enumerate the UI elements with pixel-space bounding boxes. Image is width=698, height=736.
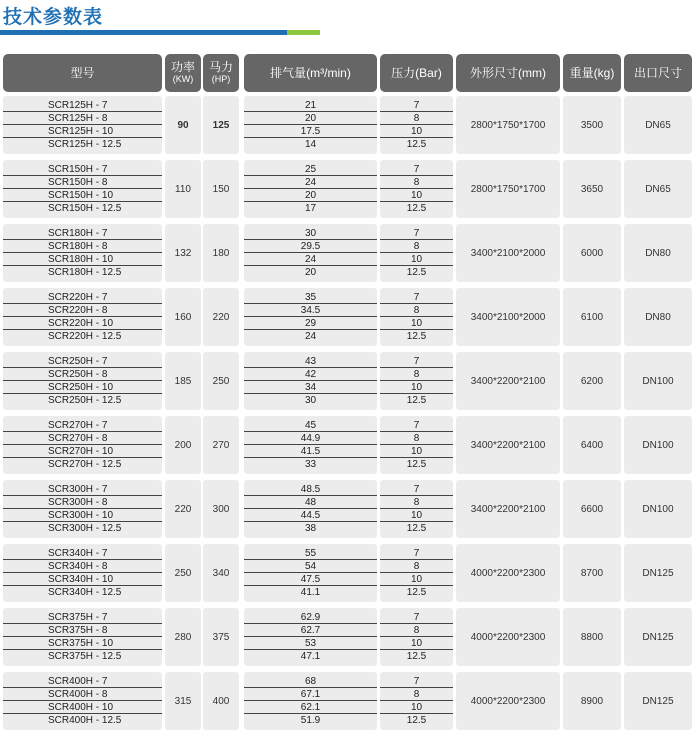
air-delivery-value: 35 [244,291,377,304]
power-cell [165,480,201,538]
dimensions-cell [456,96,560,154]
weight-value: 8700 [580,567,604,579]
model-name: SCR180H - 8 [3,240,162,253]
weight-value: 6200 [580,375,604,387]
horsepower-cell [203,288,239,346]
power-kw: 185 [174,375,192,387]
model-name: SCR150H - 12.5 [48,203,122,214]
pressure-value: 8 [380,432,453,445]
model-name: SCR250H - 8 [3,368,162,381]
air-delivery-cell [244,672,377,730]
horsepower-hp: 270 [212,439,230,451]
pressure-cell [380,96,453,154]
outlet-value: DN65 [645,183,671,195]
outlet-cell [624,544,692,602]
power-cell [165,160,201,218]
model-name: SCR340H - 8 [3,560,162,573]
model-cell [3,96,162,154]
model-name: SCR250H - 7 [3,355,162,368]
air-delivery-value: 34 [244,381,377,394]
model-cell [3,288,162,346]
dimensions-cell [456,544,560,602]
model-name: SCR375H - 7 [3,611,162,624]
pressure-value: 8 [380,112,453,125]
pressure-value: 8 [380,304,453,317]
air-delivery-value: 62.1 [244,701,377,714]
pressure-value: 10 [380,189,453,202]
model-name: SCR180H - 7 [3,227,162,240]
pressure-value: 12.5 [406,523,427,534]
power-cell [165,672,201,730]
air-delivery-value: 42 [244,368,377,381]
air-delivery-value: 20 [244,189,377,202]
pressure-value: 8 [380,240,453,253]
air-delivery-value: 48.5 [244,483,377,496]
horsepower-cell [203,352,239,410]
outlet-value: DN80 [645,311,671,323]
header-power: 功率 (KW) [165,54,201,92]
dimensions-value: 4000*2200*2300 [470,695,546,707]
horsepower-hp: 300 [212,503,230,515]
model-name: SCR340H - 7 [3,547,162,560]
pressure-value: 7 [380,547,453,560]
model-name: SCR250H - 10 [3,381,162,394]
model-cell [3,352,162,410]
air-delivery-cell [244,480,377,538]
weight-value: 6100 [580,311,604,323]
air-delivery-cell [244,352,377,410]
air-delivery-value: 53 [244,637,377,650]
dimensions-value: 3400*2200*2100 [470,439,546,451]
model-name: SCR125H - 12.5 [48,139,122,150]
weight-value: 8800 [580,631,604,643]
horsepower-cell [203,416,239,474]
pressure-value: 10 [380,573,453,586]
pressure-value: 12.5 [406,139,427,150]
dimensions-cell [456,416,560,474]
power-kw: 250 [174,567,192,579]
pressure-value: 8 [380,176,453,189]
pressure-value: 10 [380,701,453,714]
model-name: SCR400H - 8 [3,688,162,701]
air-delivery-value: 48 [244,496,377,509]
air-delivery-value: 44.5 [244,509,377,522]
pressure-value: 8 [380,496,453,509]
weight-cell [563,480,621,538]
model-name: SCR300H - 12.5 [48,523,122,534]
outlet-cell [624,160,692,218]
power-kw: 90 [177,119,189,131]
air-delivery-value: 62.9 [244,611,377,624]
air-delivery-value: 45 [244,419,377,432]
pressure-value: 7 [380,419,453,432]
air-delivery-value: 20 [304,267,317,278]
weight-value: 8900 [580,695,604,707]
power-cell [165,352,201,410]
weight-cell [563,224,621,282]
pressure-value: 12.5 [406,459,427,470]
pressure-value: 7 [380,163,453,176]
pressure-cell [380,416,453,474]
model-name: SCR180H - 12.5 [48,267,122,278]
outlet-cell [624,96,692,154]
power-kw: 280 [174,631,192,643]
model-cell [3,224,162,282]
model-cell [3,608,162,666]
horsepower-hp: 180 [212,247,230,259]
horsepower-hp: 220 [212,311,230,323]
air-delivery-cell [244,416,377,474]
air-delivery-value: 47.1 [300,651,321,662]
air-delivery-value: 17 [304,203,317,214]
air-delivery-value: 21 [244,99,377,112]
power-kw: 220 [174,503,192,515]
header-pressure: 压力(Bar) [380,54,453,92]
horsepower-cell [203,96,239,154]
horsepower-cell [203,480,239,538]
horsepower-hp: 400 [212,695,230,707]
model-name: SCR340H - 12.5 [48,587,122,598]
air-delivery-value: 38 [304,523,317,534]
model-name: SCR250H - 12.5 [48,395,122,406]
air-delivery-value: 29 [244,317,377,330]
outlet-value: DN65 [645,119,671,131]
air-delivery-value: 29.5 [244,240,377,253]
pressure-value: 8 [380,624,453,637]
dimensions-value: 4000*2200*2300 [470,631,546,643]
pressure-value: 7 [380,355,453,368]
dimensions-cell [456,480,560,538]
power-kw: 315 [174,695,192,707]
weight-value: 6600 [580,503,604,515]
pressure-value: 8 [380,560,453,573]
pressure-value: 10 [380,445,453,458]
dimensions-value: 4000*2200*2300 [470,567,546,579]
model-name: SCR300H - 10 [3,509,162,522]
header-weight: 重量(kg) [563,54,621,92]
model-cell [3,160,162,218]
outlet-value: DN100 [642,503,674,515]
pressure-value: 12.5 [406,203,427,214]
header-horsepower: 马力 (HP) [203,54,239,92]
power-kw: 110 [175,183,191,195]
power-cell [165,544,201,602]
pressure-cell [380,352,453,410]
air-delivery-value: 55 [244,547,377,560]
pressure-value: 7 [380,675,453,688]
header-dimensions: 外形尺寸(mm) [456,54,560,92]
pressure-value: 12.5 [406,715,427,726]
model-name: SCR270H - 12.5 [48,459,122,470]
dimensions-value: 2800*1750*1700 [470,183,546,195]
air-delivery-value: 62.7 [244,624,377,637]
power-cell [165,416,201,474]
outlet-value: DN100 [642,375,674,387]
weight-cell [563,352,621,410]
model-name: SCR180H - 10 [3,253,162,266]
model-name: SCR375H - 8 [3,624,162,637]
pressure-value: 12.5 [406,395,427,406]
pressure-value: 10 [380,317,453,330]
outlet-cell [624,352,692,410]
pressure-value: 7 [380,227,453,240]
model-name: SCR125H - 7 [3,99,162,112]
pressure-value: 8 [380,688,453,701]
pressure-value: 7 [380,99,453,112]
dimensions-value: 3400*2200*2100 [470,503,546,515]
model-name: SCR375H - 10 [3,637,162,650]
air-delivery-value: 24 [304,331,317,342]
model-name: SCR150H - 8 [3,176,162,189]
horsepower-hp: 375 [212,631,230,643]
dimensions-cell [456,672,560,730]
air-delivery-cell [244,160,377,218]
model-name: SCR400H - 7 [3,675,162,688]
air-delivery-value: 41.5 [244,445,377,458]
pressure-value: 7 [380,483,453,496]
model-name: SCR340H - 10 [3,573,162,586]
pressure-cell [380,224,453,282]
air-delivery-value: 20 [244,112,377,125]
pressure-value: 7 [380,291,453,304]
model-name: SCR150H - 7 [3,163,162,176]
power-cell [165,224,201,282]
power-kw: 132 [174,247,192,259]
outlet-value: DN125 [642,695,674,707]
model-name: SCR400H - 10 [3,701,162,714]
air-delivery-value: 51.9 [300,715,321,726]
air-delivery-cell [244,544,377,602]
outlet-cell [624,288,692,346]
horsepower-cell [203,608,239,666]
model-name: SCR270H - 8 [3,432,162,445]
header-outlet: 出口尺寸 [624,54,692,92]
air-delivery-value: 44.9 [244,432,377,445]
title-underline-blue [0,30,287,35]
dimensions-value: 3400*2100*2000 [470,311,546,323]
air-delivery-value: 25 [244,163,377,176]
outlet-value: DN125 [642,567,674,579]
dimensions-value: 3400*2200*2100 [470,375,546,387]
air-delivery-cell [244,96,377,154]
pressure-value: 10 [380,125,453,138]
horsepower-cell [203,544,239,602]
power-kw: 160 [174,311,192,323]
model-name: SCR125H - 8 [3,112,162,125]
dimensions-cell [456,224,560,282]
air-delivery-value: 47.5 [244,573,377,586]
horsepower-cell [203,672,239,730]
outlet-cell [624,224,692,282]
dimensions-value: 2800*1750*1700 [470,119,546,131]
pressure-value: 10 [380,637,453,650]
outlet-value: DN80 [645,247,671,259]
dimensions-cell [456,288,560,346]
pressure-value: 10 [380,253,453,266]
outlet-cell [624,416,692,474]
weight-cell [563,96,621,154]
air-delivery-value: 67.1 [244,688,377,701]
pressure-cell [380,480,453,538]
outlet-cell [624,608,692,666]
air-delivery-value: 34.5 [244,304,377,317]
horsepower-cell [203,224,239,282]
air-delivery-value: 24 [244,176,377,189]
weight-cell [563,416,621,474]
air-delivery-value: 17.5 [244,125,377,138]
power-kw: 200 [174,439,192,451]
power-cell [165,608,201,666]
pressure-value: 12.5 [406,587,427,598]
model-cell [3,672,162,730]
dimensions-cell [456,160,560,218]
dimensions-cell [456,608,560,666]
weight-cell [563,160,621,218]
horsepower-cell [203,160,239,218]
model-cell [3,416,162,474]
header-air-delivery: 排气量(m³/min) [244,54,377,92]
model-name: SCR375H - 12.5 [48,651,122,662]
air-delivery-value: 30 [244,227,377,240]
model-cell [3,480,162,538]
model-name: SCR220H - 7 [3,291,162,304]
air-delivery-value: 68 [244,675,377,688]
model-name: SCR270H - 10 [3,445,162,458]
pressure-cell [380,544,453,602]
pressure-value: 7 [380,611,453,624]
model-cell [3,544,162,602]
weight-value: 6000 [580,247,604,259]
outlet-value: DN100 [642,439,674,451]
pressure-cell [380,160,453,218]
outlet-value: DN125 [642,631,674,643]
model-name: SCR400H - 12.5 [48,715,122,726]
title-underline-green [287,30,320,35]
weight-cell [563,544,621,602]
model-name: SCR150H - 10 [3,189,162,202]
dimensions-cell [456,352,560,410]
pressure-value: 10 [380,381,453,394]
horsepower-hp: 340 [212,567,230,579]
pressure-value: 8 [380,368,453,381]
weight-value: 3650 [580,183,604,195]
pressure-cell [380,672,453,730]
dimensions-value: 3400*2100*2000 [470,247,546,259]
weight-cell [563,672,621,730]
pressure-cell [380,288,453,346]
pressure-cell [380,608,453,666]
air-delivery-value: 54 [244,560,377,573]
air-delivery-value: 30 [304,395,317,406]
pressure-value: 12.5 [406,331,427,342]
outlet-cell [624,480,692,538]
outlet-cell [624,672,692,730]
model-name: SCR270H - 7 [3,419,162,432]
model-name: SCR220H - 8 [3,304,162,317]
model-name: SCR220H - 12.5 [48,331,122,342]
pressure-value: 10 [380,509,453,522]
page-title: 技术参数表 [3,7,104,28]
model-name: SCR300H - 8 [3,496,162,509]
pressure-value: 12.5 [406,651,427,662]
power-cell [165,96,201,154]
air-delivery-value: 14 [304,139,317,150]
horsepower-hp: 150 [212,183,230,195]
weight-value: 3500 [580,119,604,131]
model-name: SCR300H - 7 [3,483,162,496]
weight-cell [563,608,621,666]
air-delivery-value: 24 [244,253,377,266]
air-delivery-cell [244,608,377,666]
air-delivery-value: 33 [304,459,317,470]
air-delivery-cell [244,224,377,282]
air-delivery-cell [244,288,377,346]
pressure-value: 12.5 [406,267,427,278]
power-cell [165,288,201,346]
model-name: SCR125H - 10 [3,125,162,138]
header-model: 型号 [3,54,162,92]
weight-cell [563,288,621,346]
air-delivery-value: 43 [244,355,377,368]
air-delivery-value: 41.1 [300,587,321,598]
model-name: SCR220H - 10 [3,317,162,330]
horsepower-hp: 125 [212,119,230,131]
horsepower-hp: 250 [212,375,230,387]
weight-value: 6400 [580,439,604,451]
